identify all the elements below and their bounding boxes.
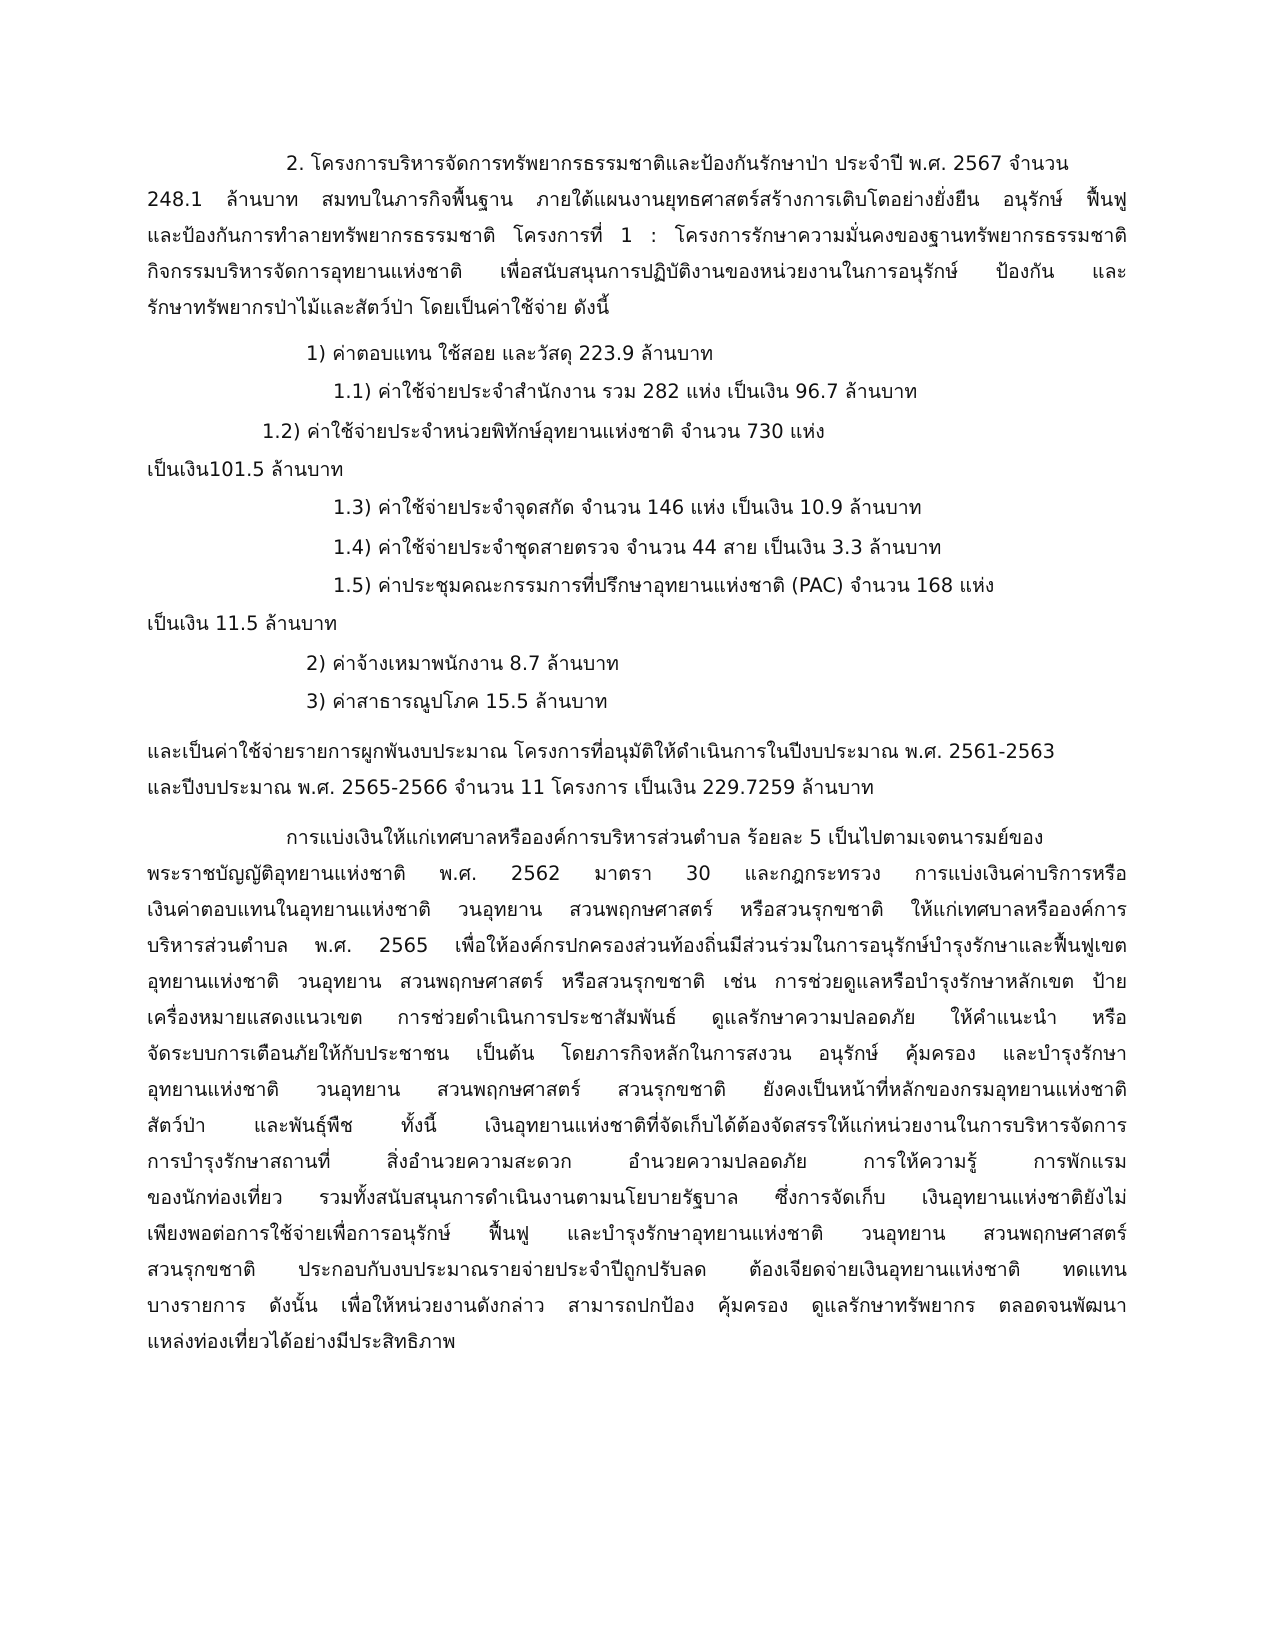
section2-line-2: 248.1 ล้านบาท สมทบในภารกิจพื้นฐาน ภายใต้แผนงานยุทธศาสตร์สร้างการเติบโตอย่างยั่งยืน อนุรักษ์ ฟื้นฟู — [147, 188, 1127, 211]
section2-line-5: รักษาทรัพยากรป่าไม้และสัตว์ป่า โดยเป็นค่าใช้จ่าย ดังนี้ — [147, 296, 610, 319]
section2-line-3: และป้องกันการทำลายทรัพยากรธรรมชาติ โครงการที่ 1 : โครงการรักษาความมั่นคงของฐานทรัพยากรธรรมชาติ — [147, 224, 1127, 247]
section2-line-4: กิจกรรมบริหารจัดการอุทยานแห่งชาติ เพื่อสนับสนุนการปฏิบัติงานของหน่วยงานในการอนุรักษ์ ป้องกัน และ — [147, 260, 1127, 283]
allocation-line-7: จัดระบบการเตือนภัยให้กับประชาชน เป็นต้น โดยภารกิจหลักในการสงวน อนุรักษ์ คุ้มครอง และบำรุงรักษา — [147, 1042, 1127, 1065]
allocation-line-2: พระราชบัญญัติอุทยานแห่งชาติ พ.ศ. 2562 มาตรา 30 และกฎกระทรวง การแบ่งเงินค่าบริการหรือ — [147, 862, 1127, 885]
obligation-line-2: และปีงบประมาณ พ.ศ. 2565-2566 จำนวน 11 โครงการ เป็นเงิน 229.7259 ล้านบาท — [147, 776, 874, 799]
allocation-line-4: บริหารส่วนตำบล พ.ศ. 2565 เพื่อให้องค์กรปกครองส่วนท้องถิ่นมีส่วนร่วมในการอนุรักษ์บำรุงรักษาและฟื้นฟูเขต — [147, 934, 1127, 957]
item-1-2: 1.2) ค่าใช้จ่ายประจำหน่วยพิทักษ์อุทยานแห่งชาติ จำนวน 730 แห่ง — [262, 420, 825, 443]
obligation-line-1: และเป็นค่าใช้จ่ายรายการผูกพันงบประมาณ โครงการที่อนุมัติให้ดำเนินการในปีงบประมาณ พ.ศ. 2561-2563 — [147, 740, 1056, 763]
allocation-line-9: สัตว์ป่า และพันธุ์พืช ทั้งนี้ เงินอุทยานแห่งชาติที่จัดเก็บได้ต้องจัดสรรให้แก่หน่วยงานในการบริหารจัดการ — [147, 1114, 1127, 1137]
item-1-3: 1.3) ค่าใช้จ่ายประจำจุดสกัด จำนวน 146 แห่ง เป็นเงิน 10.9 ล้านบาท — [333, 496, 922, 519]
allocation-line-11: ของนักท่องเที่ยว รวมทั้งสนับสนุนการดำเนินงานตามนโยบายรัฐบาล ซึ่งการจัดเก็บ เงินอุทยานแห่งชาติยังไม่ — [147, 1186, 1127, 1209]
allocation-line-1: การแบ่งเงินให้แก่เทศบาลหรือองค์การบริหารส่วนตำบล ร้อยละ 5 เป็นไปตามเจตนารมย์ของ — [286, 826, 1044, 849]
item-1-5: 1.5) ค่าประชุมคณะกรรมการที่ปรึกษาอุทยานแห่งชาติ (PAC) จำนวน 168 แห่ง — [333, 574, 995, 597]
item-1-2-cont: เป็นเงิน101.5 ล้านบาท — [147, 458, 344, 481]
allocation-line-14: บางรายการ ดังนั้น เพื่อให้หน่วยงานดังกล่าว สามารถปกป้อง คุ้มครอง ดูแลรักษาทรัพยากร ตลอดจนพัฒนา — [147, 1294, 1127, 1317]
allocation-line-5: อุทยานแห่งชาติ วนอุทยาน สวนพฤกษศาสตร์ หรือสวนรุกขชาติ เช่น การช่วยดูแลหรือบำรุงรักษาหลักเขต ป้าย — [147, 970, 1127, 993]
allocation-line-8: อุทยานแห่งชาติ วนอุทยาน สวนพฤกษศาสตร์ สวนรุกขชาติ ยังคงเป็นหน้าที่หลักของกรมอุทยานแห่งชาติ — [147, 1078, 1127, 1101]
allocation-line-6: เครื่องหมายแสดงแนวเขต การช่วยดำเนินการประชาสัมพันธ์ ดูแลรักษาความปลอดภัย ให้คำแนะนำ หรือ — [147, 1006, 1127, 1029]
section2-line-1: 2. โครงการบริหารจัดการทรัพยากรธรรมชาติและป้องกันรักษาป่า ประจำปี พ.ศ. 2567 จำนวน — [286, 152, 1069, 175]
allocation-line-13: สวนรุกขชาติ ประกอบกับงบประมาณรายจ่ายประจำปีถูกปรับลด ต้องเจียดจ่ายเงินอุทยานแห่งชาติ ทดแทน — [147, 1258, 1127, 1281]
item-3: 3) ค่าสาธารณูปโภค 15.5 ล้านบาท — [306, 690, 608, 713]
item-1-1: 1.1) ค่าใช้จ่ายประจำสำนักงาน รวม 282 แห่ง เป็นเงิน 96.7 ล้านบาท — [333, 380, 918, 403]
item-1: 1) ค่าตอบแทน ใช้สอย และวัสดุ 223.9 ล้านบาท — [306, 342, 714, 365]
item-1-4: 1.4) ค่าใช้จ่ายประจำชุดสายตรวจ จำนวน 44 สาย เป็นเงิน 3.3 ล้านบาท — [333, 536, 942, 559]
allocation-line-15: แหล่งท่องเที่ยวได้อย่างมีประสิทธิภาพ — [147, 1330, 456, 1353]
allocation-line-12: เพียงพอต่อการใช้จ่ายเพื่อการอนุรักษ์ ฟื้นฟู และบำรุงรักษาอุทยานแห่งชาติ วนอุทยาน สวนพฤกษศาสตร์ — [147, 1222, 1127, 1245]
item-1-5-cont: เป็นเงิน 11.5 ล้านบาท — [147, 612, 338, 635]
allocation-line-3: เงินค่าตอบแทนในอุทยานแห่งชาติ วนอุทยาน สวนพฤกษศาสตร์ หรือสวนรุกขชาติ ให้แก่เทศบาลหรือองค์การ — [147, 898, 1127, 921]
item-2: 2) ค่าจ้างเหมาพนักงาน 8.7 ล้านบาท — [306, 652, 620, 675]
allocation-line-10: การบำรุงรักษาสถานที่ สิ่งอำนวยความสะดวก อำนวยความปลอดภัย การให้ความรู้ การพักแรม — [147, 1150, 1127, 1173]
